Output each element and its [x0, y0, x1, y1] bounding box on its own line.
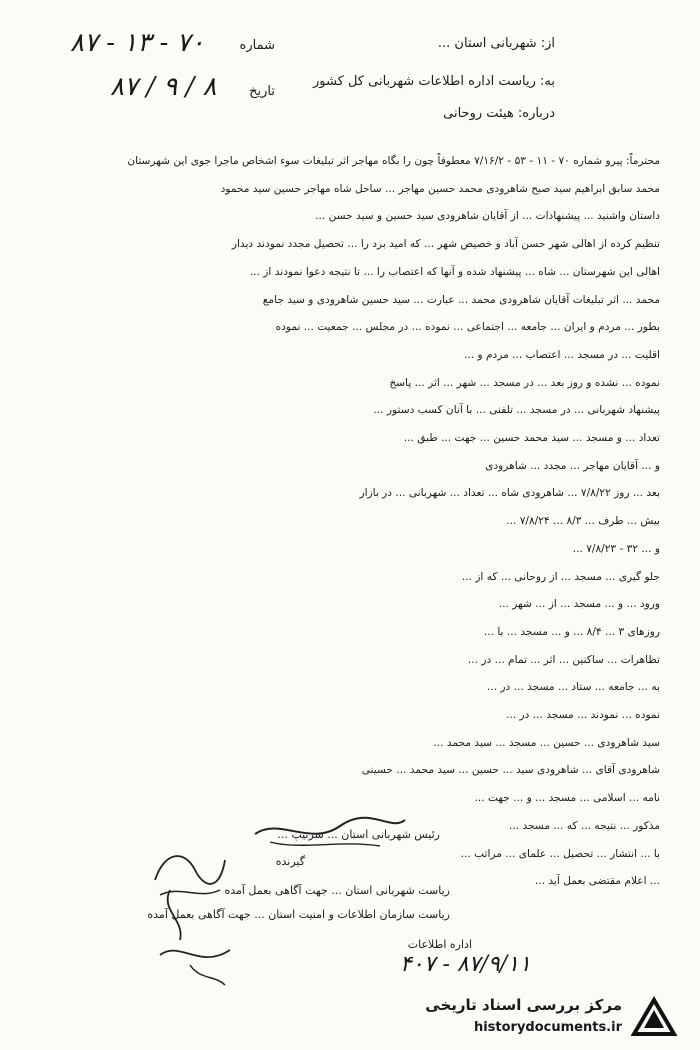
body-line: تعداد ... و مسجد ... سید محمد حسین ... جهت ... طبق ... — [403, 432, 660, 445]
body-line: و ... آقایان مهاجر ... مجدد ... شاهرودی — [485, 459, 660, 472]
signature-scribble — [250, 812, 410, 852]
stamp-number: ۴۰۷ - ۸۷/۹/۱۱ — [400, 952, 531, 977]
body-line: سید شاهرودی ... حسین ... مسجد ... سید محمد ... — [433, 736, 660, 749]
body-line: بطور ... مردم و ایران ... جامعه ... اجتماعی ... نموده ... در مجلس ... جمعیت ... نموده — [275, 321, 660, 334]
body-line: نامه ... اسلامی ... مسجد ... و ... جهت ... — [474, 792, 660, 805]
body-line: محترماً: پیرو شماره ۷۰ - ۱۱ - ۵۳ - ۷/۱۶/۲ معطوفاً چون را بگاه مهاجر اثر تبلیغات سوء اشخاص ماجرا جوی این شهرستان — [127, 155, 660, 167]
sender-line: از: شهربانی استان ... — [437, 36, 555, 51]
body-line: روزهای ۳ ... ۸/۴ ... و ... مسجد ... با ... — [483, 625, 660, 638]
date-label: تاریخ — [249, 84, 275, 99]
body-line: و ... ۳۲ - ۷/۸/۲۳ ... — [572, 542, 660, 555]
cc-line-2: ریاست سازمان اطلاعات و امنیت استان ... جهت آگاهی بعمل آمده — [147, 908, 450, 921]
body-line: محمد سابق ابراهیم سید صبح شاهرودی محمد حسین مهاجر ... ساحل شاه مهاجر حسین سید محمود — [220, 182, 660, 195]
body-line: محمد ... اثر تبلیغات آقایان شاهرودی محمد ... عبارت ... سید حسین شاهرودی و سید جامع — [262, 293, 660, 306]
body-line: نموده ... نمودند ... مسجد ... در ... — [506, 709, 660, 722]
body-line: پیشنهاد شهربانی ... در مسجد ... تلفنی ... با آنان کسب دستور ... — [373, 404, 660, 417]
recipient-line: به: ریاست اداره اطلاعات شهربانی کل کشور — [313, 74, 555, 89]
cc-line-1: ریاست شهربانی استان ... جهت آگاهی بعمل آمده — [224, 884, 450, 897]
body-line: ورود ... و ... مسجد ... از ... شهر ... — [498, 598, 660, 611]
stamp-label: اداره اطلاعات — [407, 938, 472, 951]
body-line: ... اعلام مقتضی بعمل آید ... — [534, 875, 660, 888]
cc-label: گیرنده — [275, 855, 305, 868]
body-line: شاهرودی آقای ... شاهرودی سید ... حسین ... سید محمد ... حسینی — [361, 764, 660, 777]
body-line: جلو گیری ... مسجد ... از روحانی ... که از ... — [461, 570, 660, 583]
letter-body — [38, 148, 660, 896]
body-line: داستان واشنید ... پیشنهادات ... از آقایان شاهرودی سید حسین و سید حسن ... — [315, 210, 660, 223]
body-line: بیش ... طرف ... ۸/۳ ... ۷/۸/۲۴ ... — [506, 515, 660, 528]
body-line: به ... جامعه ... ستاد ... مسجد ... در ... — [486, 681, 660, 694]
handwritten-date: ۸۷ / ۹ / ۸ — [110, 72, 217, 102]
handwritten-number: ۸۷ - ۱۳ - ۷۰ — [70, 28, 205, 58]
archive-watermark — [420, 992, 690, 1044]
body-line: مذکور ... نتیجه ... که ... مسجد ... — [509, 819, 660, 832]
body-line: نموده ... نشده و روز بعد ... در مسجد ... شهر ... اثر ... پاسخ — [389, 376, 660, 389]
subject-line: درباره: هیئت روحانی — [443, 106, 555, 121]
archive-logo-icon — [628, 994, 680, 1042]
body-line: اهالی این شهرستان ... شاه ... پیشنهاد شده و آنها که اعتصاب را ... تا نتیجه دعوا نمودند از ... — [249, 265, 660, 278]
body-line: بعد ... روز ۷/۸/۲۲ ... شاهرودی شاه ... تعداد ... شهربانی ... در بازار — [359, 487, 660, 500]
archive-title: مرکز بررسی اسناد تاریخی — [425, 996, 622, 1014]
archive-url: historydocuments.ir — [473, 1020, 622, 1035]
body-line: اقلیت ... در مسجد ... اعتصاب ... مردم و ... — [464, 348, 660, 361]
body-line: تظاهرات ... ساکنین ... اثر ... تمام ... در ... — [467, 653, 660, 666]
body-line: تنظیم کرده از اهالی شهر حسن آباد و خصیص شهر ... که امید برد را ... تحصیل مجدد نمودند دیدار — [231, 238, 660, 251]
number-label: شماره — [239, 38, 275, 53]
body-line: با ... انتشار ... تحصیل ... علمای ... مراتب ... — [460, 847, 660, 860]
signature-line: رئیس شهربانی استان ... سرتیپ ... — [277, 828, 440, 841]
